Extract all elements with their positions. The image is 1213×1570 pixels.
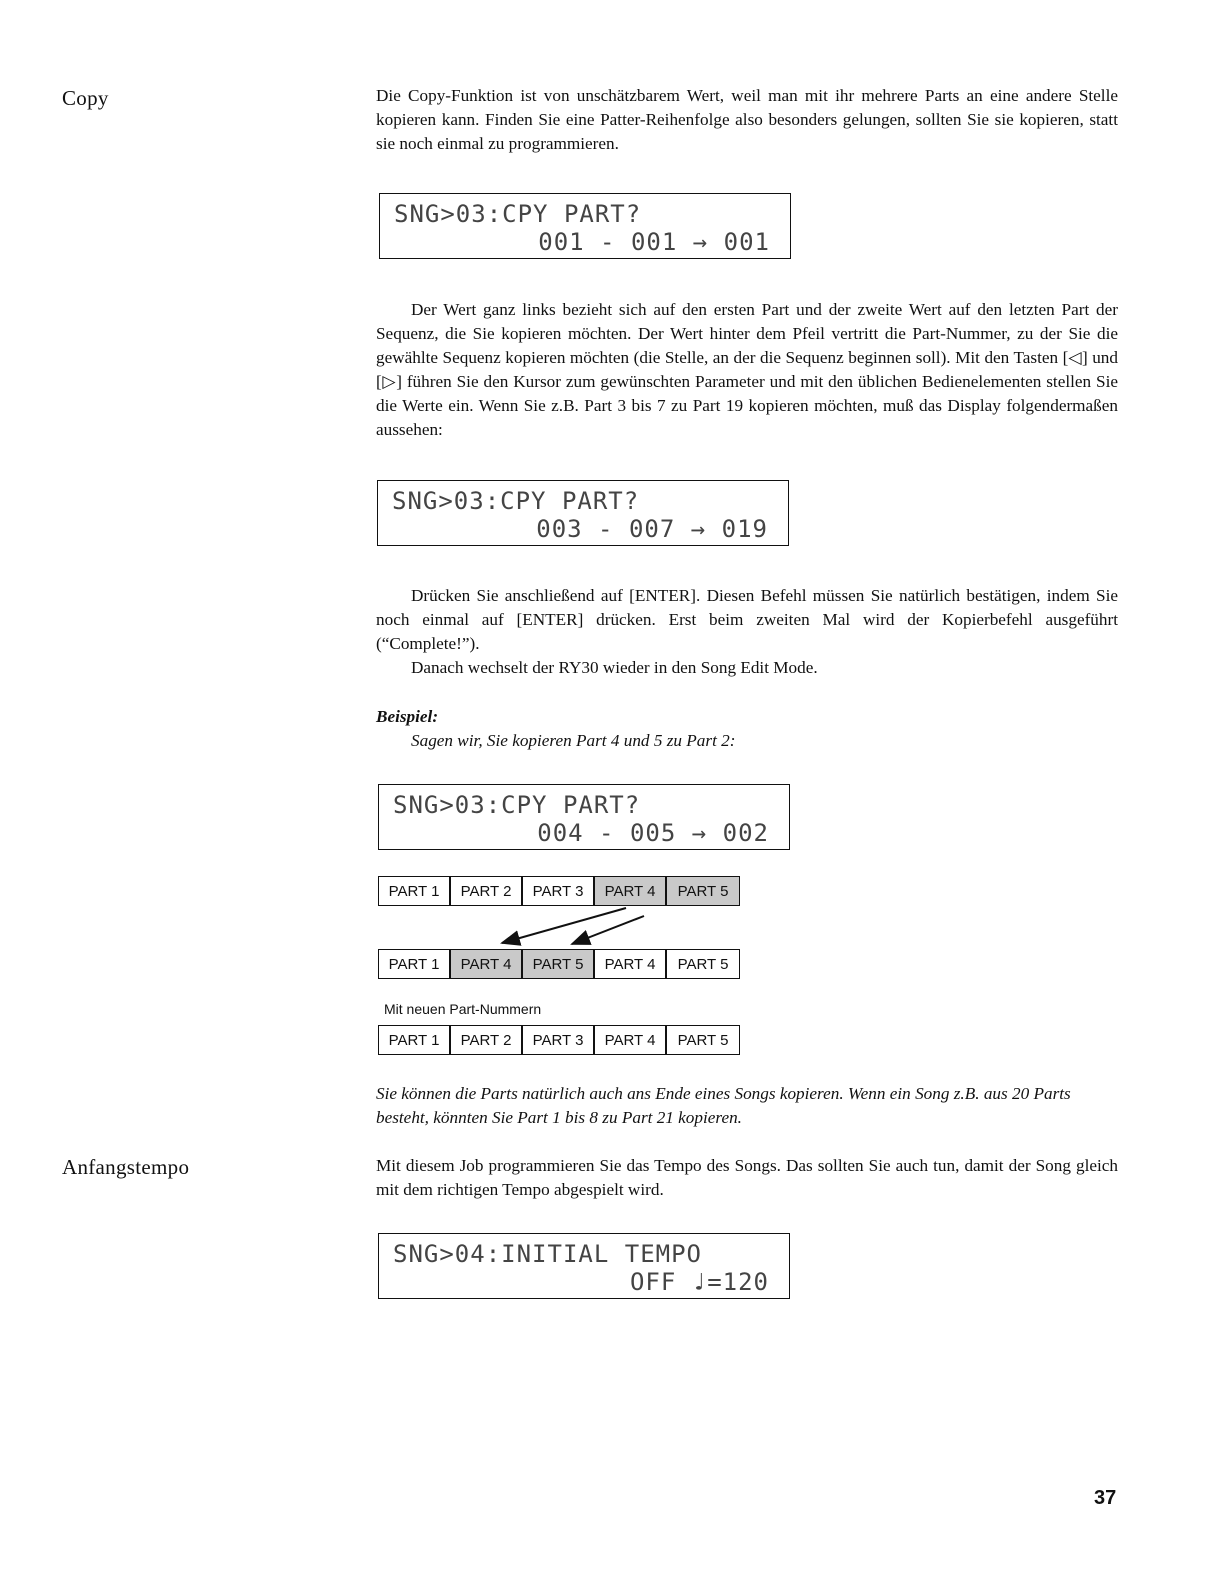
part-cell: PART 1 xyxy=(379,950,451,978)
lcd-line-1: SNG>03:CPY PART? xyxy=(393,791,641,819)
part-cell: PART 1 xyxy=(379,1026,451,1054)
copy-intro-paragraph: Die Copy-Funktion ist von unschätzbarem Wert, weil man mit ihr mehrere Parts an eine andere Stelle kopieren kann. Finden Sie eine Patter-Reihenfolge also besonders gelungen, sollten Sie sie kopieren, statt sie noch einmal zu programmieren. xyxy=(376,86,1118,153)
lcd-line-1: SNG>03:CPY PART? xyxy=(392,487,640,515)
lcd-display-copy-example-3-7 xyxy=(377,480,789,546)
enter-text: Drücken Sie anschließend auf [ENTER]. Diesen Befehl müssen Sie natürlich bestätigen, indem Sie noch einmal auf [ENTER] drücken. Erst beim zweiten Mal wird der Kopierbefehl ausgeführt (“Complete!”). xyxy=(376,586,1118,653)
lcd-display-copy-example-4-5 xyxy=(378,784,790,850)
part-cell: PART 2 xyxy=(451,1026,523,1054)
lcd-line-1: SNG>04:INITIAL TEMPO xyxy=(393,1240,702,1268)
part-cell-copied: PART 5 xyxy=(523,950,595,978)
lcd-line-2: 003 - 007 → 019 xyxy=(536,515,768,543)
after-text: Danach wechselt der RY30 wieder in den Song Edit Mode. xyxy=(411,658,818,677)
after-paragraph xyxy=(376,656,1118,680)
lcd-line-1: SNG>03:CPY PART? xyxy=(394,200,642,228)
part-cell: PART 2 xyxy=(451,877,523,905)
lcd-line-2: 001 - 001 → 001 xyxy=(538,228,770,256)
lcd-line-2: 004 - 005 → 002 xyxy=(537,819,769,847)
part-cell-selected: PART 5 xyxy=(667,877,739,905)
part-cell: PART 5 xyxy=(677,955,729,973)
example-text: Sagen wir, Sie kopieren Part 4 und 5 zu Part 2: xyxy=(411,731,736,750)
lcd-display-initial-tempo xyxy=(378,1233,790,1299)
part-row-renumbered xyxy=(378,1025,740,1055)
tempo-paragraph: Mit diesem Job programmieren Sie das Tempo des Songs. Das sollten Sie auch tun, damit der Song gleich mit dem richtigen Tempo abgespielt wird. xyxy=(376,1156,1118,1199)
copy-arrow xyxy=(502,908,626,943)
lcd-display-copy-default xyxy=(379,193,791,259)
renumber-label: Mit neuen Part-Nummern xyxy=(384,1001,542,1017)
example-label: Beispiel: xyxy=(376,707,439,726)
section-heading-tempo: Anfangstempo xyxy=(62,1155,190,1179)
section-heading-copy: Copy xyxy=(62,86,109,110)
page-number: 37 xyxy=(1094,1487,1117,1509)
part-cell: PART 3 xyxy=(523,1026,595,1054)
part-cell: PART 5 xyxy=(677,1031,729,1049)
part-row-after-copy xyxy=(378,949,740,979)
copy-tip: Sie können die Parts natürlich auch ans Ende eines Songs kopieren. Wenn ein Song z.B. aus 20 Parts besteht, könnten Sie Part 1 bis 8 zu Part 21 kopieren. xyxy=(376,1084,1071,1127)
part-cell: PART 4 xyxy=(595,950,667,978)
part-cell: PART 4 xyxy=(595,1026,667,1054)
copy-explain-text: Der Wert ganz links bezieht sich auf den ersten Part und der zweite Wert auf den letzten Part der Sequenz, die Sie kopieren möchten. Der Wert hinter dem Pfeil vertritt die Part-Nummer, zu der Sie die gewählte Sequenz kopieren möchten (die Stelle, an der die Sequenz beginnen soll). Mit den Tasten [◁] und [▷] führen Sie den Kursor zum gewünschten Parameter und mit den üblichen Bedienelementen stellen Sie die Werte ein. Wenn Sie z.B. Part 3 bis 7 zu Part 19 kopieren möchten, muß das Display folgendermaßen aussehen: xyxy=(376,300,1118,439)
copy-arrows-diagram xyxy=(490,902,650,952)
enter-paragraph xyxy=(376,584,1118,656)
lcd-line-2: OFF ♩=120 xyxy=(629,1268,769,1296)
copy-explain-paragraph xyxy=(376,298,1118,442)
part-cell-copied: PART 4 xyxy=(451,950,523,978)
part-cell: PART 1 xyxy=(379,877,451,905)
part-cell: PART 3 xyxy=(523,877,595,905)
part-cell-selected: PART 4 xyxy=(595,877,667,905)
